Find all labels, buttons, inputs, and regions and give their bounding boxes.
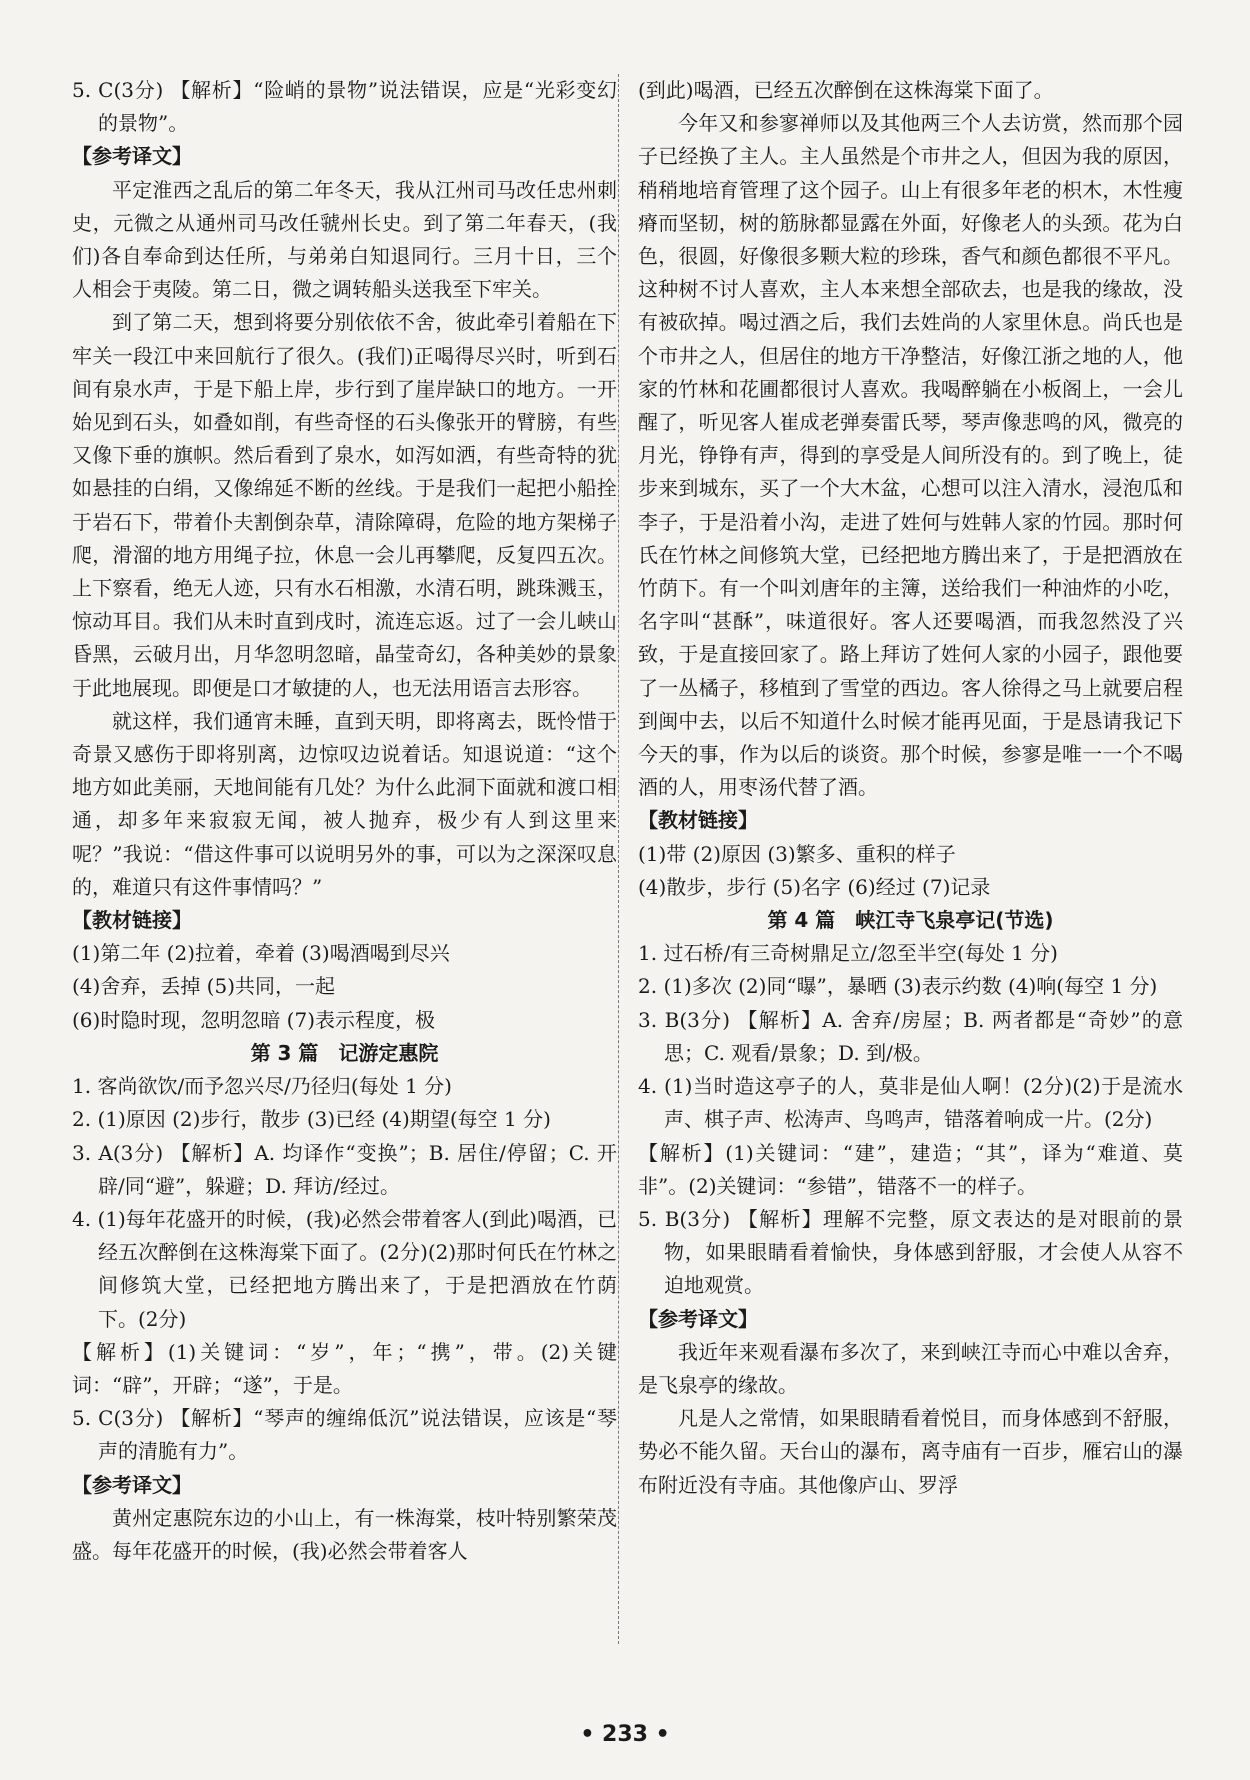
right-paragraph: 1. 过石桥/有三奇树鼎足立/忽至半空(每处 1 分) xyxy=(638,941,1058,966)
right-paragraph: 【解析】(1)关键词：“建”，建造；“其”，译为“难道、莫非”。(2)关键词：“参错”，错落不一的样子。 xyxy=(638,1140,1183,1198)
left-paragraph: 【解析】(1)关键词：“岁”，年；“携”，带。(2)关键词：“辟”，开辟；“遂”，于是。 xyxy=(72,1339,617,1397)
left-paragraph: 【参考译文】 xyxy=(72,144,192,169)
right-paragraph: 今年又和参寥禅师以及其他两三个人去访赏，然而那个园子已经换了主人。主人虽然是个市井之人，但因为我的原因，稍稍地培育管理了这个园子。山上有很多年老的枳木，木性瘦瘠而坚韧，树的筋脉都显露在外面，好像老人的头颈。花为白色，很圆，好像很多颗大粒的珍珠，香气和颜色都很不平凡。这种树不讨人喜欢，主人本来想全部砍去，也是我的缘故，没有被砍掉。喝过酒之后，我们去姓尚的人家里休息。尚氏也是个市井之人，但居住的地方干净整洁，好像江浙之地的人，他家的竹林和花圃都很讨人喜欢。我喝醉躺在小板阁上，一会儿醒了，听见客人崔成老弹奏雷氏琴，琴声像悲鸣的风，微亮的月光，铮铮有声，得到的享受是人间所没有的。到了晚上，徒步来到城东，买了一个大木盆，心想可以注入清水，浸泡瓜和李子，于是沿着小沟，走进了姓何与姓韩人家的竹园。那时何氏在竹林之间修筑大堂，已经把地方腾出来了，于是把酒放在竹荫下。有一个叫刘唐年的主簿，送给我们一种油炸的小吃，名字叫“甚酥”，味道很好。客人还要喝酒，而我忽然没了兴致，于是直接回家了。路上拜访了姓何人家的小园子，跟他要了一丛橘子，移植到了雪堂的西边。客人徐得之马上就要启程到闽中去，以后不知道什么时候才能再见面，于是恳请我记下今天的事，作为以后的谈资。那个时候，参寥是唯一一个不喝酒的人，用枣汤代替了酒。 xyxy=(638,111,1183,800)
left-paragraph: 2. (1)原因 (2)步行，散步 (3)已经 (4)期望(每空 1 分) xyxy=(72,1107,551,1132)
left-paragraph: 就这样，我们通宵未睡，直到天明，即将离去，既怜惜于奇景又感伤于即将别离，边惊叹边说着话。知退说道：“这个地方如此美丽，天地间能有几处？为什么此洞下面就和渡口相通，却多年来寂寂无闻，被人抛弃，极少有人到这里来呢？”我说：“借这件事可以说明另外的事，可以为之深深叹息的，难道只有这件事情吗？” xyxy=(72,708,617,899)
left-paragraph: 5. C(3分) 【解析】“琴声的缠绵低沉”说法错误，应该是“琴声的清脆有力”。 xyxy=(72,1406,617,1464)
right-paragraph: 5. B(3分) 【解析】理解不完整，原文表达的是对眼前的景物，如果眼睛看着愉快，身体感到舒服，才会使人从容不迫地观赏。 xyxy=(638,1206,1183,1298)
left-paragraph: 4. (1)每年花盛开的时候，(我)必然会带着客人(到此)喝酒，已经五次醉倒在这株海棠下面了。(2分)(2)那时何氏在竹林之间修筑大堂，已经把地方腾出来了，于是把酒放在竹荫下。(2分) xyxy=(72,1206,617,1331)
page-number: • 233 • xyxy=(580,1722,670,1747)
left-paragraph: 【参考译文】 xyxy=(72,1472,192,1497)
right-paragraph: (1)带 (2)原因 (3)繁多、重积的样子 xyxy=(638,841,956,866)
left-paragraph: (1)第二年 (2)拉着，牵着 (3)喝酒喝到尽兴 xyxy=(72,941,450,966)
right-paragraph: 第 4 篇 峡江寺飞泉亭记(节选) xyxy=(767,908,1054,933)
left-paragraph: 黄州定惠院东边的小山上，有一株海棠，枝叶特别繁荣茂盛。每年花盛开的时候，(我)必然会带着客人 xyxy=(72,1505,617,1563)
left-paragraph: 【教材链接】 xyxy=(72,908,192,933)
right-paragraph: 我近年来观看瀑布多次了，来到峡江寺而心中难以舍弃，是飞泉亭的缘故。 xyxy=(638,1339,1183,1397)
right-paragraph: 凡是人之常情，如果眼睛看着悦目，而身体感到不舒服，势必不能久留。天台山的瀑布，离寺庙有一百步，雁宕山的瀑布附近没有寺庙。其他像庐山、罗浮 xyxy=(638,1406,1183,1497)
right-column xyxy=(638,74,1183,1502)
right-paragraph: 【教材链接】 xyxy=(638,808,758,833)
right-paragraph: 4. (1)当时造这亭子的人，莫非是仙人啊！(2分)(2)于是流水声、棋子声、松涛声、鸟鸣声，错落着响成一片。(2分) xyxy=(638,1074,1183,1132)
left-paragraph: 1. 客尚欲饮/而予忽兴尽/乃径归(每处 1 分) xyxy=(72,1074,452,1099)
right-paragraph: 【参考译文】 xyxy=(638,1306,758,1331)
left-paragraph: 到了第二天，想到将要分别依依不舍，彼此牵引着船在下牢关一段江中来回航行了很久。(我们)正喝得尽兴时，听到石间有泉水声，于是下船上岸，步行到了崖岸缺口的地方。一开始见到石头，如叠如削，有些奇怪的石头像张开的臂膀，有些又像下垂的旗帜。然后看到了泉水，如泻如洒，有些奇特的犹如悬挂的白绢，又像绵延不断的丝线。于是我们一起把小船拴于岩石下，带着仆夫割倒杂草，清除障碍，危险的地方架梯子爬，滑溜的地方用绳子拉，休息一会儿再攀爬，反复四五次。上下察看，绝无人迹，只有水石相激，水清石明，跳珠溅玉，惊动耳目。我们从未时直到戌时，流连忘返。过了一会儿峡山昏黑，云破月出，月华忽明忽暗，晶莹奇幻，各种美妙的景象于此地展现。即便是口才敏捷的人，也无法用语言去形容。 xyxy=(72,310,617,700)
left-column xyxy=(72,74,617,1568)
right-paragraph: 2. (1)多次 (2)同“曝”，暴晒 (3)表示约数 (4)响(每空 1 分) xyxy=(638,974,1158,999)
right-paragraph: (到此)喝酒，已经五次醉倒在这株海棠下面了。 xyxy=(638,78,1054,102)
right-paragraph: 3. B(3分) 【解析】A. 舍弃/房屋；B. 两者都是“奇妙”的意思；C. 观看/景象；D. 到/极。 xyxy=(638,1007,1183,1065)
column-divider xyxy=(618,74,619,1644)
left-paragraph: (6)时隐时现，忽明忽暗 (7)表示程度，极 xyxy=(72,1007,436,1032)
left-paragraph: 3. A(3分) 【解析】A. 均译作“变换”；B. 居住/停留；C. 开辟/同“避”，躲避；D. 拜访/经过。 xyxy=(72,1140,617,1198)
left-paragraph: (4)舍弃，丢掉 (5)共同，一起 xyxy=(72,974,336,999)
left-paragraph: 5. C(3分) 【解析】“险峭的景物”说法错误，应是“光彩变幻的景物”。 xyxy=(72,78,617,136)
left-paragraph: 第 3 篇 记游定惠院 xyxy=(250,1040,439,1065)
left-paragraph: 平定淮西之乱后的第二年冬天，我从江州司马改任忠州刺史，元微之从通州司马改任虢州长史。到了第二年春天，(我们)各自奉命到达任所，与弟弟白知退同行。三月十日，三个人相会于夷陵。第二日，微之调转船头送我至下牢关。 xyxy=(72,177,617,302)
right-paragraph: (4)散步，步行 (5)名字 (6)经过 (7)记录 xyxy=(638,874,991,899)
